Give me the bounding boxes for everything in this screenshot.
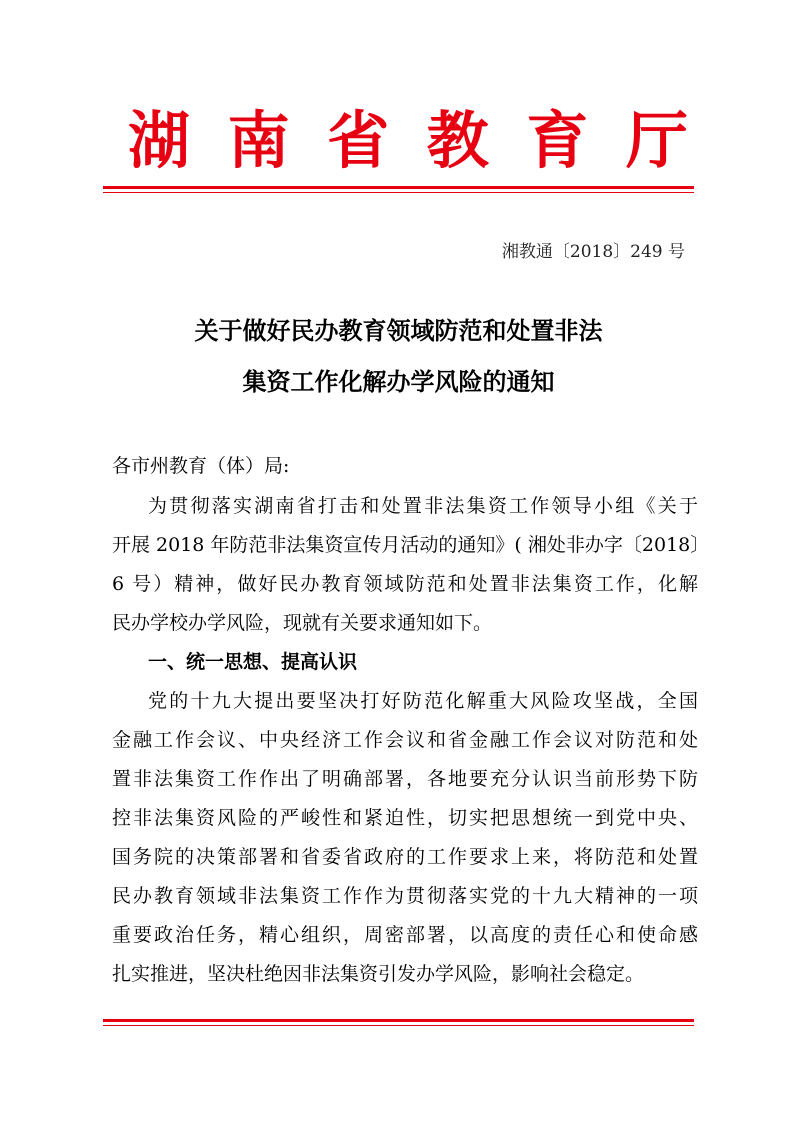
section-line: 国务院的决策部署和省委省政府的工作要求上来，将防范和处置 — [112, 846, 698, 868]
intro-line: 为贯彻落实湖南省打击和处置非法集资工作领导小组《关于 — [148, 495, 698, 517]
section-line: 控非法集资风险的严峻性和紧迫性，切实把思想统一到党中央、 — [112, 807, 698, 829]
agency-letterhead-title — [128, 100, 688, 182]
salutation: 各市州教育（体）局: — [112, 455, 290, 477]
section-line: 金融工作会议、中央经济工作会议和省金融工作会议对防范和处 — [112, 729, 698, 751]
section-line: 重要政治任务，精心组织，周密部署，以高度的责任心和使命感 — [112, 924, 698, 946]
section-line: 扎实推进，坚决杜绝因非法集资引发办学风险，影响社会稳定。 — [112, 963, 645, 985]
section-line: 党的十九大提出要坚决打好防范化解重大风险攻坚战，全国 — [148, 690, 698, 712]
letterhead-char: 育 — [526, 104, 589, 177]
footer-red-rule-thick — [103, 1019, 694, 1022]
header-red-rule-thick — [103, 186, 694, 189]
section-line: 置非法集资工作作出了明确部署，各地要充分认识当前形势下防 — [112, 768, 698, 790]
letterhead-char: 湖 — [128, 104, 191, 177]
document-number: 湘教通〔2018〕249 号 — [501, 242, 685, 262]
document-title-line-2: 集资工作化解办学风险的通知 — [242, 367, 555, 396]
section-heading: 一、统一思想、提高认识 — [148, 651, 358, 673]
intro-line: 6 号）精神，做好民办教育领域防范和处置非法集资工作，化解 — [112, 573, 698, 595]
header-red-rule-thin — [103, 192, 694, 193]
letterhead-char: 省 — [327, 104, 390, 177]
section-line: 民办教育领域非法集资工作作为贯彻落实党的十九大精神的一项 — [112, 885, 698, 907]
intro-line: 开展 2018 年防范非法集资宣传月活动的通知》( 湘处非办字〔2018〕 — [112, 534, 710, 556]
letterhead-char: 南 — [227, 104, 290, 177]
footer-red-rule-thin — [103, 1025, 694, 1026]
letterhead-char: 厅 — [625, 104, 688, 177]
document-title-line-1: 关于做好民办教育领域防范和处置非法 — [194, 316, 603, 345]
intro-line: 民办学校办学风险，现就有关要求通知如下。 — [112, 612, 493, 634]
letterhead-char: 教 — [426, 104, 489, 177]
